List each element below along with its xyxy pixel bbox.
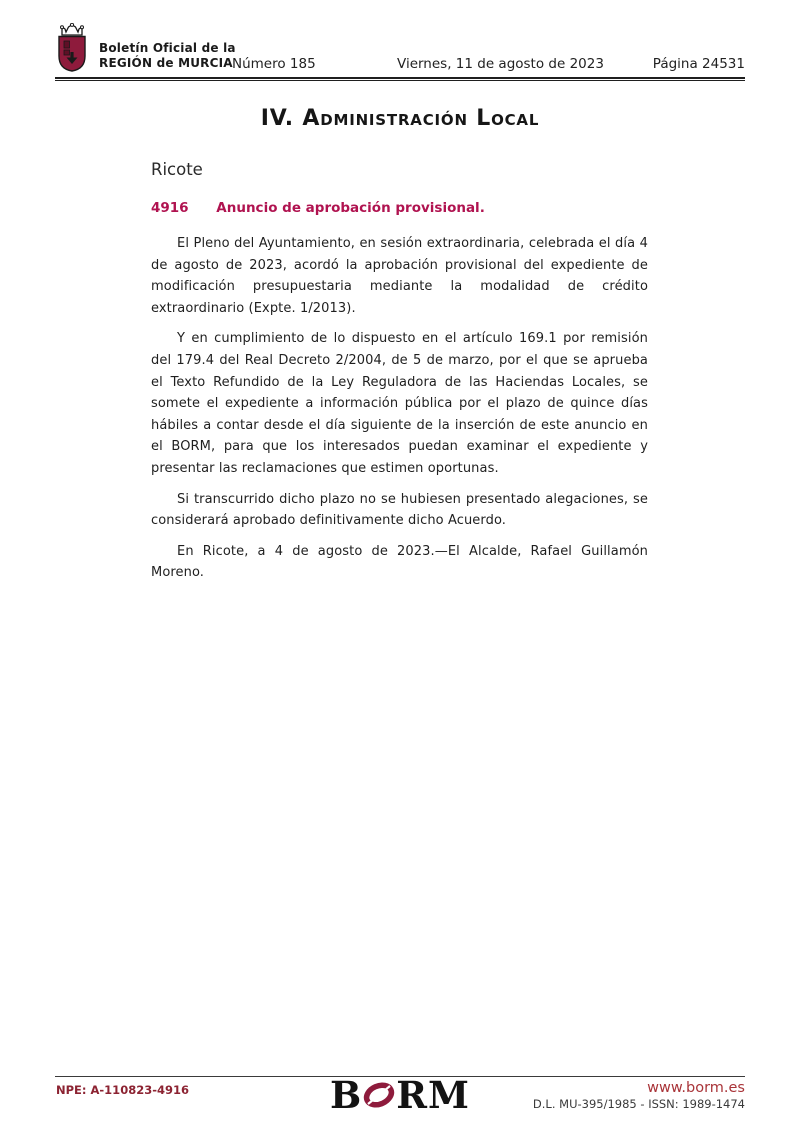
paragraph: El Pleno del Ayuntamiento, en sesión extraordinaria, celebrada el día 4 de agosto de 2023, acordó la aprobación provisional del expediente de modificación presupuestaria mediante la modalidad de crédito extraordinario (Expte. 1/2013).	[151, 236, 648, 316]
announcement-title: Anuncio de aprobación provisional.	[216, 200, 485, 216]
issue-number: Número 185	[232, 56, 316, 72]
header-rule	[55, 77, 745, 81]
brand-line1: Boletín Oficial de la	[99, 41, 236, 55]
paragraph: En Ricote, a 4 de agosto de 2023.—El Alcalde, Rafael Guillamón Moreno.	[151, 543, 648, 581]
paragraph: Si transcurrido dicho plazo no se hubiesen presentado alegaciones, se considerará aprobado definitivamente dicho Acuerdo.	[151, 491, 648, 529]
legal-deposit: D.L. MU-395/1985 - ISSN: 1989-1474	[532, 1097, 745, 1111]
borm-logo-o-icon	[363, 1080, 395, 1110]
brand-name	[99, 41, 236, 71]
footer-right	[533, 1080, 745, 1111]
section-title: IV. Administración Local	[260, 106, 540, 131]
website-url: www.borm.es	[647, 1080, 745, 1096]
municipality-name: Ricote	[151, 160, 203, 179]
borm-logo-rm: RM	[396, 1073, 470, 1117]
murcia-coat-of-arms-icon	[55, 23, 89, 73]
brand-line2: REGIÓN de MURCIA	[99, 56, 233, 70]
page-number: Página 24531	[652, 56, 745, 72]
npe-code: NPE: A-110823-4916	[56, 1083, 189, 1097]
issue-date: Viernes, 11 de agosto de 2023	[397, 56, 604, 72]
paragraph: Y en cumplimiento de lo dispuesto en el artículo 169.1 por remisión del 179.4 del Real Decreto 2/2004, de 5 de marzo, por el que se aprueba el Texto Refundido de la Ley Reguladora de las Haciendas Locales, se somete el expediente a información pública por el plazo de quince días hábiles a contar desde el día siguiente de la inserción de este anuncio en el BORM, para que los interesados puedan examinar el expediente y presentar las reclamaciones que estimen oportunas.	[151, 331, 648, 476]
announcement-number: 4916	[151, 200, 189, 216]
announcement-body	[151, 233, 648, 593]
announcement-heading	[151, 200, 485, 216]
borm-logo-b: B	[330, 1073, 363, 1117]
